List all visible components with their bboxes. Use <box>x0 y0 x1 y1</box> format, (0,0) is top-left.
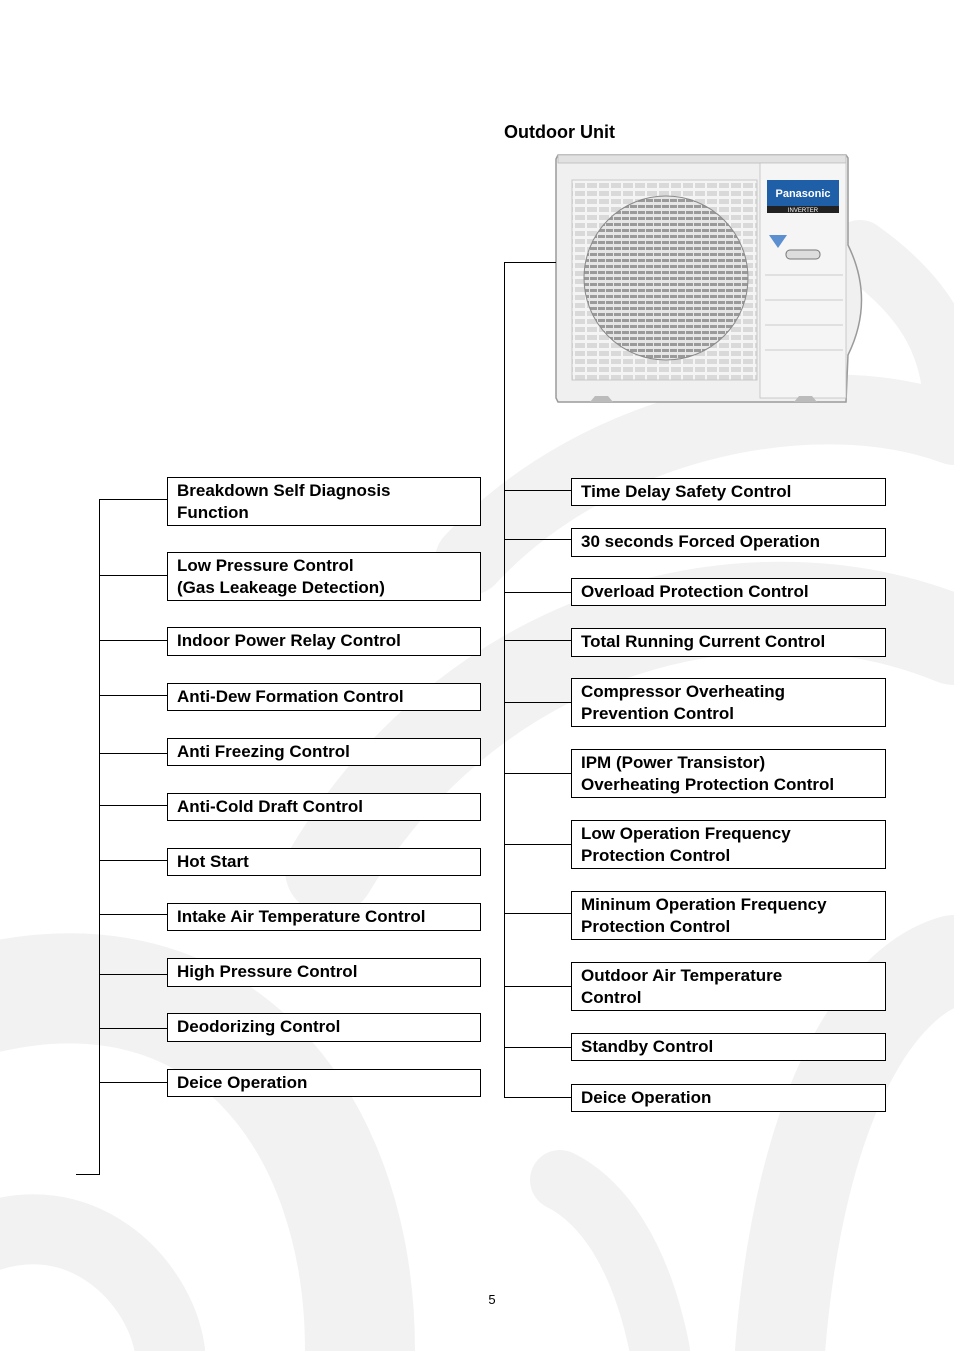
indoor-connector <box>99 914 167 915</box>
indoor-control-box: High Pressure Control <box>167 958 481 987</box>
indoor-connector <box>99 640 167 641</box>
indoor-control-box: Deodorizing Control <box>167 1013 481 1042</box>
outdoor-control-box: Time Delay Safety Control <box>571 478 886 506</box>
indoor-control-box: Intake Air Temperature Control <box>167 903 481 931</box>
indoor-connector <box>99 974 167 975</box>
indoor-connector <box>99 860 167 861</box>
outdoor-tree-spine <box>504 262 505 1098</box>
outdoor-control-box: Deice Operation <box>571 1084 886 1112</box>
brand-logo-text: Panasonic <box>775 188 831 200</box>
outdoor-unit-title: Outdoor Unit <box>504 122 615 142</box>
outdoor-connector <box>504 1047 571 1048</box>
outdoor-control-box: IPM (Power Transistor) Overheating Protection Control <box>571 749 886 798</box>
outdoor-control-box: Low Operation Frequency Protection Control <box>571 820 886 869</box>
indoor-connector <box>99 695 167 696</box>
indoor-control-box: Deice Operation <box>167 1069 481 1097</box>
indoor-connector <box>99 805 167 806</box>
outdoor-connector <box>504 539 571 540</box>
indoor-control-box: Indoor Power Relay Control <box>167 627 481 656</box>
outdoor-control-box: 30 seconds Forced Operation <box>571 528 886 557</box>
indoor-control-box: Breakdown Self Diagnosis Function <box>167 477 481 526</box>
outdoor-connector <box>504 702 571 703</box>
indoor-control-box: Hot Start <box>167 848 481 876</box>
indoor-control-box: Anti-Dew Formation Control <box>167 683 481 711</box>
outdoor-control-box: Total Running Current Control <box>571 628 886 657</box>
indoor-control-box: Low Pressure Control (Gas Leakeage Detection) <box>167 552 481 601</box>
indoor-connector <box>99 499 167 500</box>
indoor-connector <box>99 575 167 576</box>
outdoor-connector <box>504 913 571 914</box>
outdoor-connector <box>504 986 571 987</box>
page-number: 5 <box>488 1292 496 1307</box>
indoor-connector <box>99 753 167 754</box>
outdoor-control-box: Outdoor Air Temperature Control <box>571 962 886 1011</box>
outdoor-connector <box>504 640 571 641</box>
outdoor-connector <box>504 490 571 491</box>
indoor-tree-spine <box>99 499 100 1175</box>
indoor-tree-bottom-branch <box>76 1174 100 1175</box>
outdoor-connector <box>504 1097 571 1098</box>
indoor-connector <box>99 1082 167 1083</box>
indoor-control-box: Anti Freezing Control <box>167 738 481 766</box>
outdoor-unit-image <box>550 150 875 415</box>
indoor-control-box: Anti-Cold Draft Control <box>167 793 481 821</box>
inverter-label: INVERTER <box>787 208 819 214</box>
outdoor-control-box: Overload Protection Control <box>571 578 886 606</box>
outdoor-connector <box>504 773 571 774</box>
outdoor-connector <box>504 844 571 845</box>
outdoor-control-box: Mininum Operation Frequency Protection Control <box>571 891 886 940</box>
indoor-connector <box>99 1028 167 1029</box>
outdoor-control-box: Compressor Overheating Prevention Control <box>571 678 886 727</box>
outdoor-tree-top-branch <box>504 262 556 263</box>
outdoor-connector <box>504 592 571 593</box>
outdoor-control-box: Standby Control <box>571 1033 886 1061</box>
